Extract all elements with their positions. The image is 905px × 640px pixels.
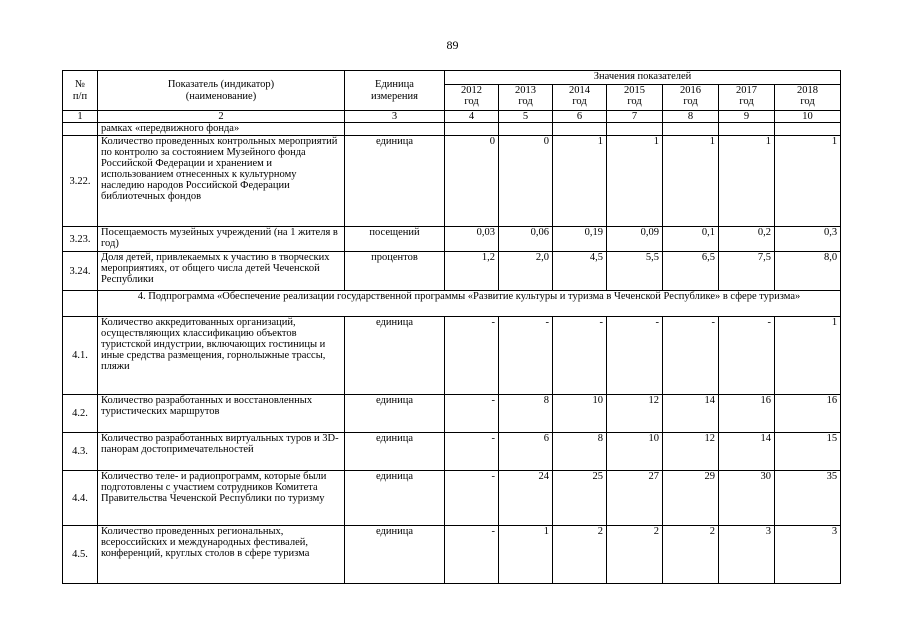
value-cell: [499, 123, 553, 136]
column-number: 3: [345, 111, 445, 123]
value-cell: -: [445, 433, 499, 471]
column-number: 2: [98, 111, 345, 123]
column-number: 5: [499, 111, 553, 123]
indicator-name: Количество разработанных и восстановленных туристических маршрутов: [98, 395, 345, 433]
value-cell: 30: [719, 471, 775, 526]
indicators-table: [62, 70, 841, 584]
unit: единица: [345, 471, 445, 526]
column-number: 10: [775, 111, 841, 123]
page-number: 89: [446, 38, 459, 52]
value-cell: 0: [445, 136, 499, 227]
header-year: 2017 год: [719, 85, 775, 111]
value-cell: 1: [607, 136, 663, 227]
value-cell: 15: [775, 433, 841, 471]
header-year: 2014 год: [553, 85, 607, 111]
indicator-name: Количество теле- и радиопрограмм, которые были подготовлены с участием сотрудников Комитета Правительства Чеченской Республики по туризму: [98, 471, 345, 526]
value-cell: 2,0: [499, 252, 553, 291]
unit: единица: [345, 433, 445, 471]
value-cell: 14: [663, 395, 719, 433]
value-cell: -: [499, 317, 553, 395]
table-row: [63, 433, 841, 471]
column-number: 7: [607, 111, 663, 123]
table-body: [63, 123, 841, 584]
row-number: [63, 123, 98, 136]
value-cell: 2: [663, 526, 719, 584]
value-cell: 1,2: [445, 252, 499, 291]
unit: единица: [345, 526, 445, 584]
value-cell: 16: [719, 395, 775, 433]
header-values-group: Значения показателей: [445, 71, 841, 85]
table-header: [63, 71, 841, 123]
unit: единица: [345, 317, 445, 395]
row-number: 3.24.: [63, 252, 98, 291]
header-num: № п/п: [63, 71, 98, 111]
value-cell: 1: [553, 136, 607, 227]
value-cell: 5,5: [607, 252, 663, 291]
column-number: 4: [445, 111, 499, 123]
value-cell: [445, 123, 499, 136]
value-cell: 3: [719, 526, 775, 584]
header-year: 2018 год: [775, 85, 841, 111]
unit: [345, 123, 445, 136]
row-number: 4.5.: [63, 526, 98, 584]
column-number: 8: [663, 111, 719, 123]
value-cell: 0,1: [663, 227, 719, 252]
value-cell: -: [445, 471, 499, 526]
value-cell: 0,06: [499, 227, 553, 252]
row-number: 4.3.: [63, 433, 98, 471]
value-cell: -: [553, 317, 607, 395]
value-cell: 35: [775, 471, 841, 526]
value-cell: -: [607, 317, 663, 395]
table-row: [63, 395, 841, 433]
value-cell: 2: [607, 526, 663, 584]
indicator-name: Доля детей, привлекаемых к участию в творческих мероприятиях, от общего числа детей Чеченской Республики: [98, 252, 345, 291]
table-row: [63, 317, 841, 395]
table-row: [63, 526, 841, 584]
value-cell: 12: [663, 433, 719, 471]
value-cell: 4,5: [553, 252, 607, 291]
column-number: 9: [719, 111, 775, 123]
indicator-name: Количество разработанных виртуальных туров и 3D-панорам достопримечательностей: [98, 433, 345, 471]
header-year: 2016 год: [663, 85, 719, 111]
value-cell: -: [445, 526, 499, 584]
value-cell: -: [445, 317, 499, 395]
unit: единица: [345, 395, 445, 433]
value-cell: -: [719, 317, 775, 395]
value-cell: 7,5: [719, 252, 775, 291]
header-year: 2015 год: [607, 85, 663, 111]
value-cell: 1: [719, 136, 775, 227]
indicator-name: Количество аккредитованных организаций, осуществляющих классификацию объектов туристской индустрии, включающих гостиницы и иные средства размещения, горнолыжные трассы, пляжи: [98, 317, 345, 395]
unit: посещений: [345, 227, 445, 252]
value-cell: 12: [607, 395, 663, 433]
column-number: 6: [553, 111, 607, 123]
value-cell: 29: [663, 471, 719, 526]
value-cell: 1: [499, 526, 553, 584]
row-number: 4.1.: [63, 317, 98, 395]
value-cell: 1: [663, 136, 719, 227]
value-cell: 6: [499, 433, 553, 471]
value-cell: -: [445, 395, 499, 433]
value-cell: 0,3: [775, 227, 841, 252]
indicator-name: Количество проведенных контрольных мероприятий по контролю за состоянием Музейного фонда Российской Федерации и хранением и использованием отнесенных к культурному наследию народов Российской Федерации библиотечных фондов: [98, 136, 345, 227]
row-number: 3.22.: [63, 136, 98, 227]
value-cell: 24: [499, 471, 553, 526]
column-number: 1: [63, 111, 98, 123]
table-row: [63, 471, 841, 526]
value-cell: [775, 123, 841, 136]
value-cell: 8: [553, 433, 607, 471]
value-cell: 0,19: [553, 227, 607, 252]
value-cell: 1: [775, 136, 841, 227]
value-cell: 3: [775, 526, 841, 584]
section-title: 4. Подпрограмма «Обеспечение реализации государственной программы «Развитие культуры и туризма в Чеченской Республике» в сфере туризма»: [98, 291, 841, 317]
value-cell: 14: [719, 433, 775, 471]
value-cell: -: [663, 317, 719, 395]
row-number: [63, 291, 98, 317]
value-cell: 10: [553, 395, 607, 433]
value-cell: 2: [553, 526, 607, 584]
table-row: [63, 123, 841, 136]
value-cell: 0,03: [445, 227, 499, 252]
unit: процентов: [345, 252, 445, 291]
value-cell: [663, 123, 719, 136]
value-cell: 8: [499, 395, 553, 433]
header-unit: Единица измерения: [345, 71, 445, 111]
value-cell: [719, 123, 775, 136]
value-cell: 27: [607, 471, 663, 526]
value-cell: 0,2: [719, 227, 775, 252]
table-row: [63, 227, 841, 252]
row-number: 4.2.: [63, 395, 98, 433]
value-cell: 0: [499, 136, 553, 227]
table-row: [63, 136, 841, 227]
value-cell: 8,0: [775, 252, 841, 291]
unit: единица: [345, 136, 445, 227]
table-row: [63, 252, 841, 291]
value-cell: 6,5: [663, 252, 719, 291]
row-number: 4.4.: [63, 471, 98, 526]
value-cell: 16: [775, 395, 841, 433]
header-year: 2012 год: [445, 85, 499, 111]
value-cell: 1: [775, 317, 841, 395]
value-cell: [607, 123, 663, 136]
row-number: 3.23.: [63, 227, 98, 252]
indicator-name: рамках «передвижного фонда»: [98, 123, 345, 136]
header-year: 2013 год: [499, 85, 553, 111]
section-row: [63, 291, 841, 317]
value-cell: 25: [553, 471, 607, 526]
indicator-name: Количество проведенных региональных, всероссийских и международных фестивалей, конференций, круглых столов в сфере туризма: [98, 526, 345, 584]
value-cell: 10: [607, 433, 663, 471]
header-indicator: Показатель (индикатор) (наименование): [98, 71, 345, 111]
indicator-name: Посещаемость музейных учреждений (на 1 жителя в год): [98, 227, 345, 252]
value-cell: 0,09: [607, 227, 663, 252]
value-cell: [553, 123, 607, 136]
